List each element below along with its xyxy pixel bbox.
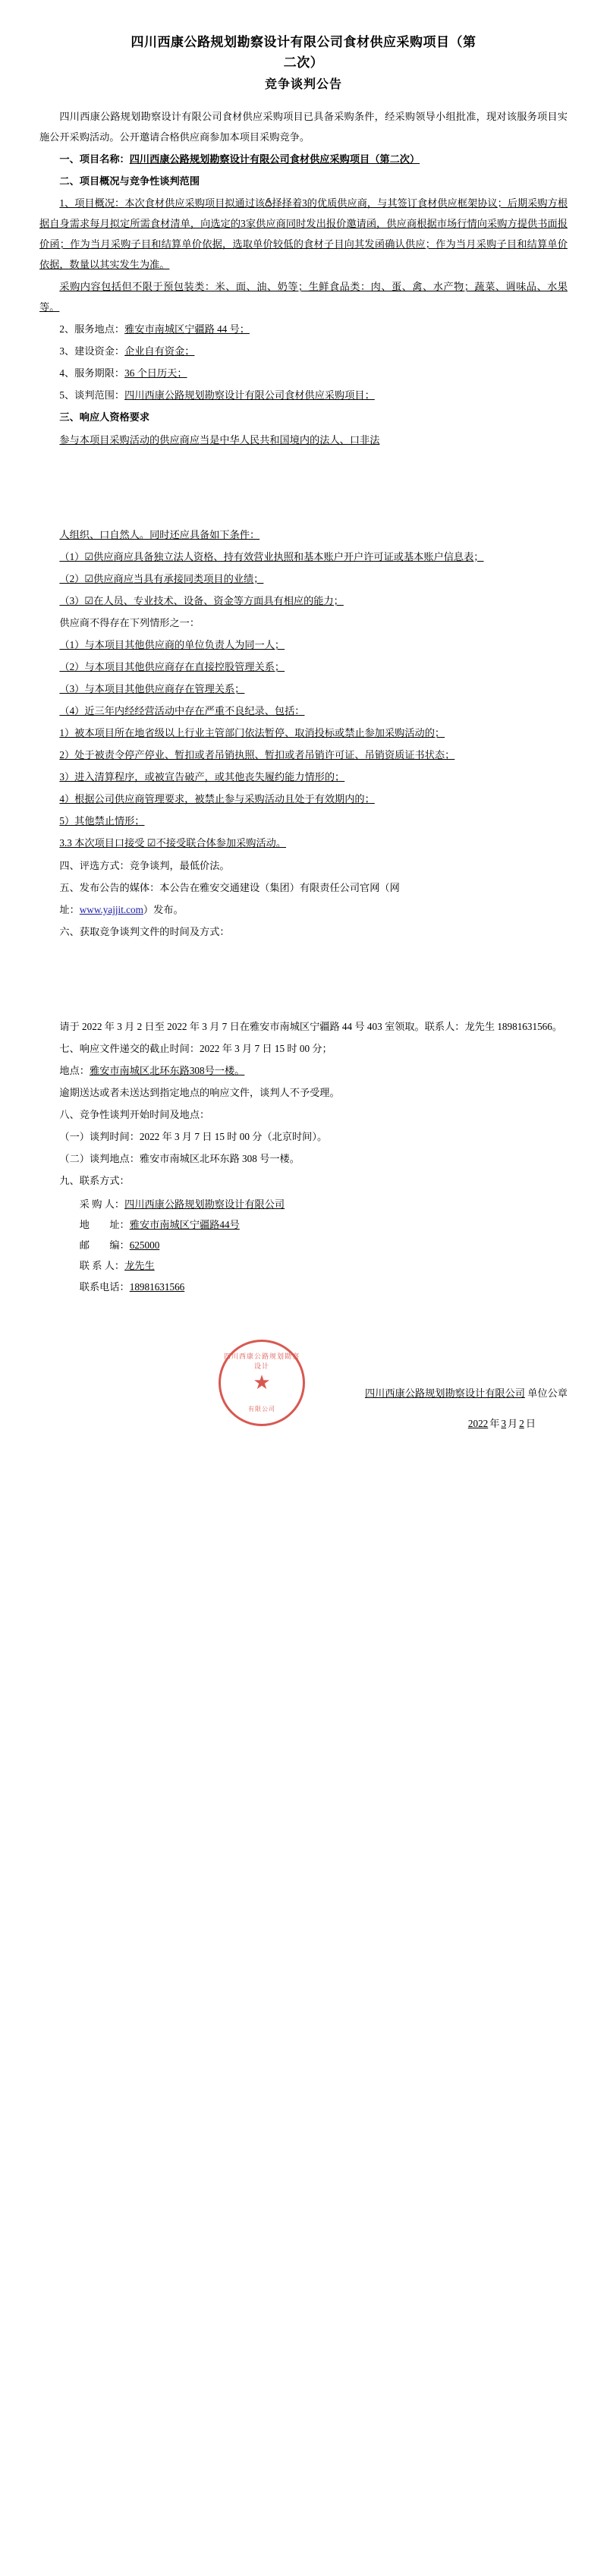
overview-text: 本次食材供应采购项目拟通过该దీ择择着3的优质供应商，与其签订食材供应框架协议；后期采购方根据自身需求每月拟定所需食材清单，向选定的3家供应商同时发出报价邀请函，供应商根据市场行情向采购方提供书面报价函；作为当月采购子目和结算单价依据，选取单价较低的食材子目向其发函确认供应；作为当月采购子目和结算单价依据，数量以其实发生为准。: [39, 197, 568, 270]
contact-postcode-label: 邮 编：: [79, 1239, 130, 1252]
signature-area: [39, 1343, 568, 1456]
negotiation-time-label: （一）谈判时间：: [59, 1131, 140, 1143]
item-service-location: [39, 319, 568, 339]
exclusion-item: 1）被本项目所在地省级以上行业主管部门依法暂停、取消投标或禁止参加采购活动的；: [59, 727, 445, 739]
contact-block: [39, 1194, 568, 1296]
negotiation-head: 八、竞争性谈判开始时间及地点：: [59, 1109, 210, 1120]
contact-person: [39, 1255, 568, 1276]
item-duration-value: 36 个日历天；: [124, 367, 187, 379]
title-line-2: 二次）: [283, 55, 324, 71]
overview-label: 1、项目概况：: [59, 197, 125, 209]
publish-url-prefix: 址：: [59, 903, 80, 915]
docs-acquisition-head: 六、获取竞争谈判文件的时间及方式：: [59, 925, 230, 937]
contact-person-label: 联 系 人：: [79, 1260, 125, 1272]
blank-spacer-2: [39, 943, 568, 1016]
item-scope-label: 5、谈判范围：: [59, 389, 125, 402]
contact-person-value: 龙先生: [124, 1260, 155, 1272]
item-funding: [39, 341, 568, 361]
publish-media-url-line: [39, 899, 568, 920]
item-funding-value: 企业自有资金；: [124, 345, 195, 357]
negotiation-place: [39, 1148, 568, 1169]
date-year: 2022: [467, 1417, 489, 1429]
section-qualification-head: 三、响应人资格要求: [59, 411, 150, 424]
negotiation-time-value: 2022 年 3 月 7 日 15 时 00 分（北京时间）。: [139, 1131, 328, 1143]
publish-media-text: 五、发布公告的媒体：本公告在雅安交通建设（集团）有限责任公司官网（网: [59, 881, 400, 893]
page-title: [39, 32, 568, 73]
exclusion-item: （2）与本项目其他供应商存在直接控股管理关系；: [59, 660, 285, 672]
exclusion-item: 4）根据公司供应商管理要求，被禁止参与采购活动且处于有效期内的；: [59, 793, 375, 805]
signature-company: 四川西康公路规划勘察设计有限公司: [364, 1387, 525, 1399]
contact-address-value: 雅安市南城区宁疆路44号: [129, 1219, 240, 1231]
item-duration-label: 4、服务期限：: [59, 367, 125, 379]
section-overview-head: 二、项目概况与竞争性谈判范围: [59, 175, 200, 187]
submission-address-value: 雅安市南城区北环东路308号一楼。: [89, 1064, 245, 1076]
contact-purchaser: [39, 1194, 568, 1214]
exclusion-head: 供应商不得存在下列情形之一：: [59, 616, 200, 628]
date-day: 2: [519, 1417, 524, 1429]
exclusion-item: （3）与本项目其他供应商存在管理关系；: [59, 683, 245, 694]
qualification-line-2: 人组织、口自然人。同时还应具备如下条件：: [59, 528, 260, 540]
signature-line: [365, 1385, 568, 1400]
submission-deadline: [39, 1038, 568, 1059]
contact-postcode: [39, 1235, 568, 1255]
blank-spacer-1: [39, 452, 568, 524]
overview-scope: 采购内容包括但不限于预包装类：米、面、油、奶等；生鲜食品类：肉、蛋、禽、水产物；蔬菜、调味品、水果等。: [39, 281, 568, 313]
date-year-label: 年: [489, 1417, 500, 1429]
item-scope-value: 四川西康公路规划勘察设计有限公司食材供应采购项目；: [124, 389, 375, 402]
contact-phone: [39, 1277, 568, 1297]
exclusion-item: 2）处于被责令停产停业、暂扣或者吊销执照、暂扣或者吊销许可证、吊销资质证书状态；: [59, 749, 455, 761]
exclusion-item: （4）近三年内经经营活动中存在严重不良纪录、包括：: [59, 705, 305, 717]
condition-item: （1）☑供应商应具备独立法人资格、持有效营业执照和基本账户开户许可证或基本账户信息表；: [59, 550, 484, 562]
negotiation-place-value: 雅安市南城区北环东路 308 号一楼。: [139, 1153, 300, 1165]
item-funding-label: 3、建设资金：: [59, 345, 125, 357]
contact-address-label: 地 址：: [79, 1219, 130, 1231]
exclusion-item: 3）进入清算程序，或被宣告破产，或其他丧失履约能力情形的；: [59, 771, 345, 783]
contact-postcode-value: 625000: [129, 1239, 160, 1252]
item-duration: [39, 363, 568, 383]
page-subtitle: 竞争谈判公告: [264, 78, 342, 92]
star-icon: ★: [253, 1371, 271, 1393]
date-month-label: 月: [508, 1417, 518, 1429]
section-project-name-label: 一、项目名称：: [59, 153, 130, 165]
submission-address: [39, 1060, 568, 1081]
contact-purchaser-label: 采 购 人：: [79, 1198, 125, 1211]
submission-deadline-label: 七、响应文件递交的截止时间：: [59, 1042, 200, 1054]
late-submission-note: 逾期送达或者未送达到指定地点的响应文件，谈判人不予受理。: [59, 1086, 340, 1098]
signature-suffix: 单位公章: [524, 1387, 568, 1399]
contact-phone-label: 联系电话：: [79, 1280, 130, 1293]
exclusion-item: （1）与本项目其他供应商的单位负责人为同一人；: [59, 638, 285, 650]
contact-phone-value: 18981631566: [129, 1280, 185, 1293]
section-project-name: [39, 149, 568, 169]
evaluation-method: 四、评选方式：竞争谈判，最低价法。: [59, 859, 230, 871]
publish-url-suffix: ）发布。: [143, 903, 184, 915]
contact-purchaser-value: 四川西康公路规划勘察设计有限公司: [124, 1198, 285, 1211]
exclusion-item: 5）其他禁止情形；: [59, 815, 145, 827]
negotiation-place-label: （二）谈判地点：: [59, 1153, 140, 1165]
signature-date: [467, 1416, 536, 1430]
company-seal-stamp: [219, 1340, 305, 1426]
item-service-location-label: 2、服务地点：: [59, 323, 125, 335]
contact-head: 九、联系方式：: [59, 1175, 130, 1187]
date-month: 3: [501, 1417, 507, 1429]
date-day-label: 日: [525, 1417, 536, 1429]
condition-item: （2）☑供应商应当具有承接同类项目的业绩；: [59, 572, 264, 584]
item-service-location-value: 雅安市南城区宁疆路 44 号；: [124, 323, 250, 335]
overview-paragraph: [39, 193, 568, 275]
publish-media: [39, 877, 568, 898]
qualification-line-1: 参与本项目采购活动的供应商应当是中华人民共和国境内的法人、口非法: [59, 433, 380, 446]
seal-top-text: 四川西康公路规划勘察设计: [223, 1352, 300, 1370]
joint-bid-acceptance: 3.3 本次项目口接受 ☑不接受联合体参加采购活动。: [59, 837, 287, 849]
intro-paragraph: 四川西康公路规划勘察设计有限公司食材供应采购项目已具备采购条件，经采购领导小组批准，现对该服务项目实施公开采购活动。公开邀请合格供应商参加本项目采购竞争。: [39, 110, 568, 143]
submission-address-label: 地点：: [59, 1064, 90, 1076]
condition-item: （3）☑在人员、专业技术、设备、资金等方面具有相应的能力；: [59, 594, 344, 606]
seal-bottom-text: 有限公司: [248, 1405, 275, 1412]
publish-url-link[interactable]: www.yajjit.com: [79, 903, 143, 915]
item-scope: [39, 385, 568, 405]
docs-acquisition-detail: 请于 2022 年 3 月 2 日至 2022 年 3 月 7 日在雅安市南城区宁疆路 44 号 403 室领取。联系人：龙先生 18981631566。: [59, 1020, 563, 1032]
submission-deadline-value: 2022 年 3 月 7 日 15 时 00 分；: [200, 1042, 332, 1054]
section-project-name-value: 四川西康公路规划勘察设计有限公司食材供应采购项目（第二次）: [129, 153, 420, 165]
title-line-1: 四川西康公路规划勘察设计有限公司食材供应采购项目（第: [131, 35, 476, 49]
contact-address: [39, 1214, 568, 1235]
negotiation-time: [39, 1126, 568, 1147]
